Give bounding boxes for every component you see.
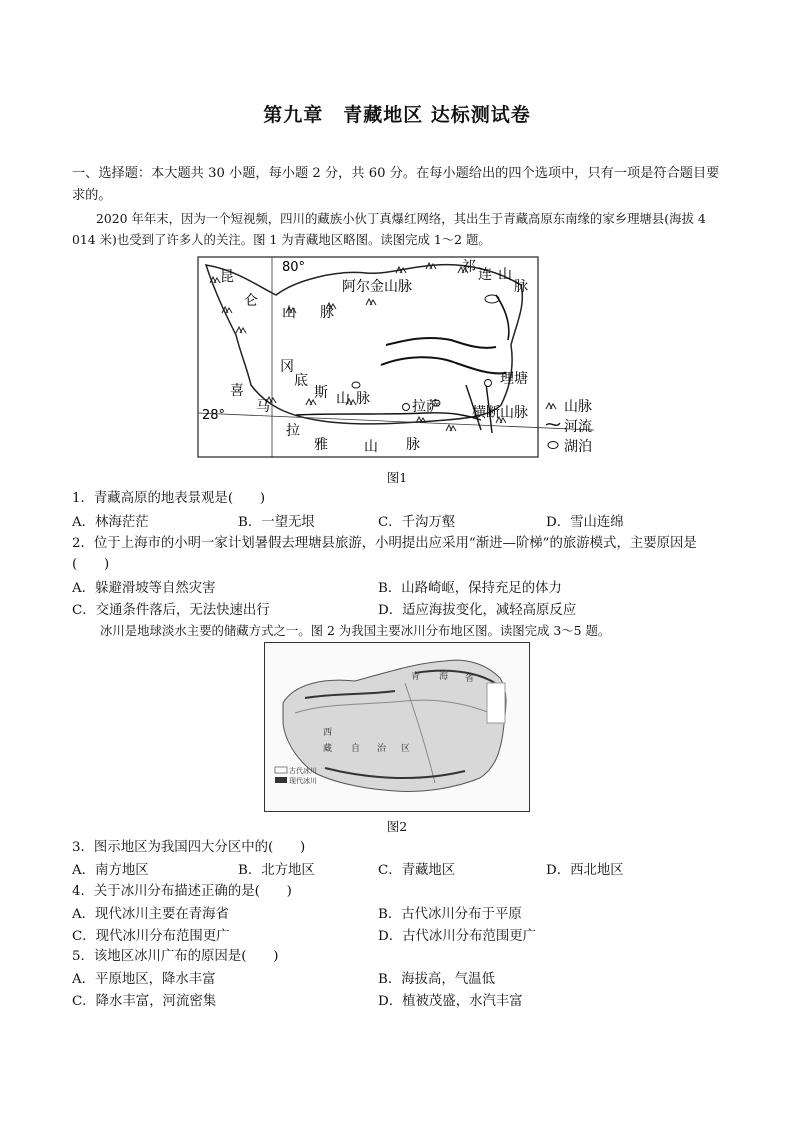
question-5-options-row-1 — [72, 968, 724, 989]
label-kunlun-4: 脉 — [320, 305, 334, 321]
q1-option-c[interactable]: C．千沟万壑 — [378, 515, 456, 530]
label-zizhi-1: 自 — [351, 744, 361, 754]
label-qilian-1: 祁 — [462, 259, 476, 275]
label-kunlun-2: 仑 — [244, 293, 258, 309]
figure-2-map — [264, 642, 530, 812]
label-zizhi-2: 治 — [377, 744, 387, 754]
q4-option-a[interactable]: A．现代冰川主要在青海省 — [72, 907, 229, 922]
q4-option-d[interactable]: D．古代冰川分布范围更广 — [378, 929, 537, 944]
label-xima-1: 喜 — [230, 383, 244, 399]
q1-option-b[interactable]: B．一望无垠 — [238, 515, 315, 530]
label-qilian-3: 山 — [498, 267, 512, 283]
label-xima-2: 马 — [256, 399, 270, 415]
question-5-stem: 5．该地区冰川广布的原因是( ) — [72, 949, 279, 964]
label-qinghai-1: 青 — [411, 672, 421, 682]
question-4-options-row-2 — [72, 925, 724, 946]
q3-option-c[interactable]: C．青藏地区 — [378, 863, 456, 878]
label-28-degree: 28° — [202, 408, 226, 423]
section-heading: 一、选择题：本大题共 30 小题，每小题 2 分，共 60 分。在每小题给出的四个选项中，只有一项是符合题目要求的。 — [72, 166, 720, 203]
label-xima-5: 山 — [364, 439, 378, 455]
q2-option-b[interactable]: B．山路崎岖，保持充足的体力 — [378, 581, 562, 596]
figure-1-map — [196, 255, 596, 460]
question-3-stem: 3．图示地区为我国四大分区中的( ) — [72, 840, 306, 855]
question-4-stem: 4．关于冰川分布描述正确的是( ) — [72, 884, 292, 899]
label-gangdise-2: 底 — [294, 373, 308, 389]
legend-modern-glacier: 现代冰川 — [289, 777, 317, 785]
q1-option-d[interactable]: D．雪山连绵 — [546, 515, 624, 530]
label-gangdise-5: 脉 — [356, 391, 370, 407]
question-2-options-row-1 — [72, 577, 724, 598]
q3-option-d[interactable]: D．西北地区 — [546, 863, 624, 878]
label-gangdise-1: 冈 — [280, 359, 294, 375]
label-xima-4: 雅 — [314, 437, 328, 453]
label-altun-mountains: 阿尔金山脉 — [342, 279, 412, 295]
question-2-options-row-2 — [72, 599, 724, 620]
legend-mountain: 山脉 — [564, 399, 592, 415]
question-3-options — [72, 859, 724, 880]
figure-2-caption: 图2 — [386, 819, 408, 834]
legend-ancient-glacier: 古代冰川 — [289, 767, 317, 775]
label-kunlun-1: 昆 — [220, 269, 234, 285]
q2-option-a[interactable]: A．躲避滑坡等自然灾害 — [72, 581, 216, 596]
q5-option-b[interactable]: B．海拔高，气温低 — [378, 972, 495, 987]
label-80-degree: 80° — [282, 260, 306, 275]
question-1-options — [72, 511, 724, 532]
label-kunlun-3: 山 — [282, 305, 296, 321]
label-qilian-4: 脉 — [514, 279, 528, 295]
legend-river: 河流 — [564, 419, 592, 435]
q2-option-c[interactable]: C．交通条件落后，无法快速出行 — [72, 603, 270, 618]
q5-option-c[interactable]: C．降水丰富，河流密集 — [72, 994, 217, 1009]
q1-option-a[interactable]: A．林海茫茫 — [72, 515, 149, 530]
label-lhasa: 拉萨 — [412, 399, 440, 415]
figure-1-caption: 图1 — [386, 470, 408, 485]
q4-option-c[interactable]: C．现代冰川分布范围更广 — [72, 929, 230, 944]
q3-option-a[interactable]: A．南方地区 — [72, 863, 149, 878]
label-qilian-2: 连 — [478, 267, 492, 283]
question-5-options-row-2 — [72, 990, 724, 1011]
intro-paragraph-2: 冰川是地球淡水主要的储藏方式之一。图 2 为我国主要冰川分布地区图。读图完成 3～5 题。 — [100, 623, 611, 638]
label-gangdise-3: 斯 — [314, 385, 328, 401]
q5-option-d[interactable]: D．植被茂盛，水汽丰富 — [378, 994, 523, 1009]
label-zizhi-3: 区 — [401, 744, 411, 754]
label-xima-6: 脉 — [406, 437, 420, 453]
question-2-stem: 2．位于上海市的小明一家计划暑假去理塘县旅游，小明提出应采用“渐进—阶梯”的旅游模式，主要原因是( ) — [72, 536, 697, 572]
q4-option-b[interactable]: B．古代冰川分布于平原 — [378, 907, 522, 922]
question-1-stem: 1．青藏高原的地表景观是( ) — [72, 491, 266, 506]
label-gangdise-4: 山 — [336, 391, 350, 407]
question-4-options-row-1 — [72, 903, 724, 924]
q3-option-b[interactable]: B．北方地区 — [238, 863, 315, 878]
legend-lake: 湖泊 — [564, 439, 592, 455]
label-xizang-2: 藏 — [323, 744, 333, 754]
label-xizang-1: 西 — [323, 728, 333, 738]
label-litang: 理塘 — [500, 371, 528, 387]
label-qinghai-3: 省 — [465, 674, 475, 684]
q5-option-a[interactable]: A．平原地区，降水丰富 — [72, 972, 216, 987]
label-hengduan-mountains: 横断山脉 — [472, 405, 528, 421]
page-title: 第九章 青藏地区 达标测试卷 — [263, 104, 531, 126]
label-qinghai-2: 海 — [439, 672, 449, 682]
q2-option-d[interactable]: D．适应海拔变化，减轻高原反应 — [378, 603, 577, 618]
label-xima-3: 拉 — [286, 423, 300, 439]
intro-paragraph-1: 2020 年年末，因为一个短视频，四川的藏族小伙丁真爆红网络，其出生于青藏高原东南缘的家乡理塘县(海拔 4 014 米)也受到了许多人的关注。图 1 为青藏地区略图。读图完成 1～2 题。 — [72, 211, 706, 247]
